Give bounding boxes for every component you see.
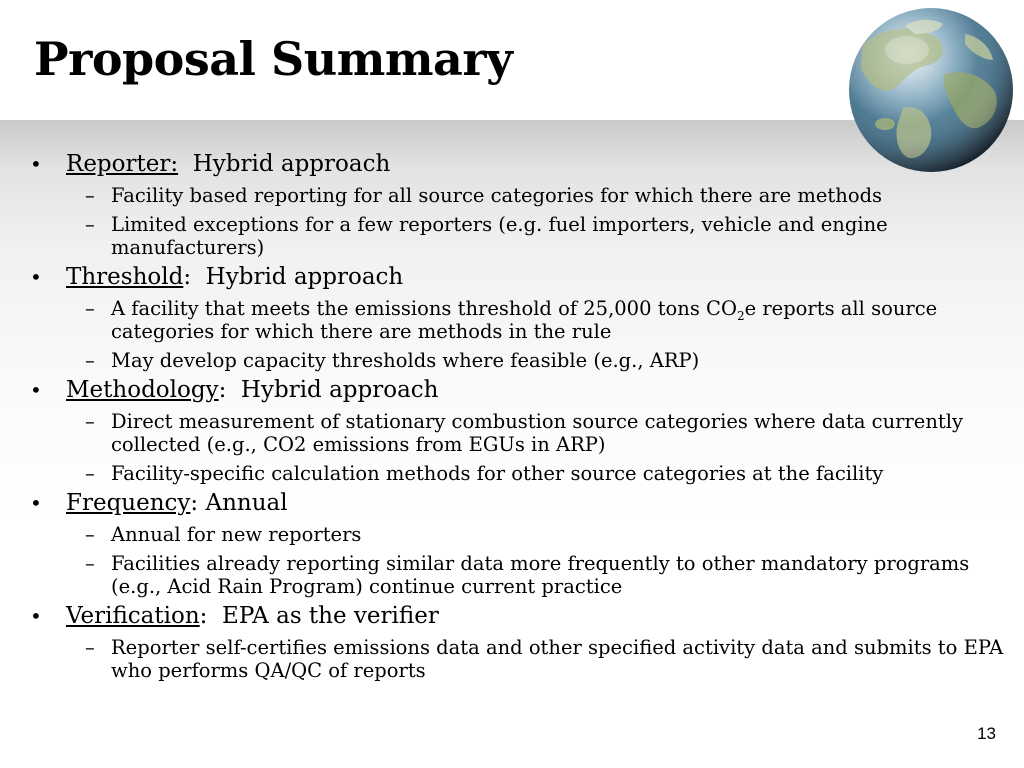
bullet-threshold (30, 263, 1010, 291)
sub-item: – Direct measurement of stationary combustion source categories where data currently collected (e.g., CO2 emissions from EGUs in ARP) (85, 410, 963, 456)
bullet-text: : Annual (190, 490, 288, 516)
bullet-label: Frequency (66, 490, 191, 516)
sub-item-text: Facility-specific calculation methods for other source categories at the facility (111, 462, 884, 485)
sub-item-text: May develop capacity thresholds where feasible (e.g., ARP) (111, 349, 700, 372)
bullet-text: : EPA as the verifier (199, 603, 439, 629)
page-number: 13 (977, 724, 996, 743)
sub-item: – Limited exceptions for a few reporters (e.g. fuel importers, vehicle and engine manufacturers) (85, 213, 888, 259)
sub-item-text: Annual for new reporters (111, 523, 362, 546)
bullet-text: Hybrid approach (178, 151, 391, 177)
sub-item: – Facility-specific calculation methods for other source categories at the facility (85, 462, 884, 485)
bullet-marker: • (30, 265, 42, 289)
sub-item-text: Direct measurement of stationary combustion source categories where data currently collected (e.g., CO2 emissions from EGUs in ARP) (111, 410, 963, 456)
sub-item-text: Facility based reporting for all source categories for which there are methods (111, 184, 883, 207)
bullet-methodology (30, 376, 1010, 404)
bullet-reporter (30, 150, 1010, 178)
sub-item: – Reporter self-certifies emissions data and other specified activity data and submits to EPA who performs QA/QC of reports (85, 636, 1004, 682)
bullet-label: Methodology (66, 377, 219, 403)
sub-item: – A facility that meets the emissions threshold of 25,000 tons $CO_2e$ reports all source categories for which there are methods in the rule (85, 297, 938, 343)
bullet-text: : Hybrid approach (183, 264, 404, 290)
bullet-text: : Hybrid approach (218, 377, 439, 403)
sub-item-text: Limited exceptions for a few reporters (e.g. fuel importers, vehicle and engine manufacturers) (111, 213, 888, 259)
sub-item: – Annual for new reporters (85, 523, 362, 546)
bullet-label: Threshold (66, 264, 184, 290)
bullet-label: Reporter: (66, 151, 179, 177)
bullet-label: Verification (66, 603, 200, 629)
sub-item: – Facility based reporting for all source categories for which there are methods (85, 184, 883, 207)
bullet-marker: • (30, 491, 42, 515)
sub-item-text: Reporter self-certifies emissions data and other specified activity data and submits to EPA who performs QA/QC of reports (111, 636, 1004, 682)
sub-item: – Facilities already reporting similar data more frequently to other mandatory programs (e.g., Acid Rain Program) continue current practice (85, 552, 970, 598)
slide-title: Proposal Summary (34, 32, 513, 86)
bullet-frequency (30, 489, 1010, 517)
sub-item-text: Facilities already reporting similar data more frequently to other mandatory programs (e.g., Acid Rain Program) continue current practice (111, 552, 970, 598)
bullet-marker: • (30, 604, 42, 628)
bullet-list (30, 146, 1010, 682)
bullet-marker: • (30, 378, 42, 402)
sub-item-text: A facility that meets the emissions threshold of 25,000 tons $CO_2e$ reports all source categories for which there are methods in the rule (111, 297, 938, 343)
bullet-marker: • (30, 152, 42, 176)
bullet-verification (30, 602, 1010, 630)
sub-item: – May develop capacity thresholds where feasible (e.g., ARP) (85, 349, 700, 372)
